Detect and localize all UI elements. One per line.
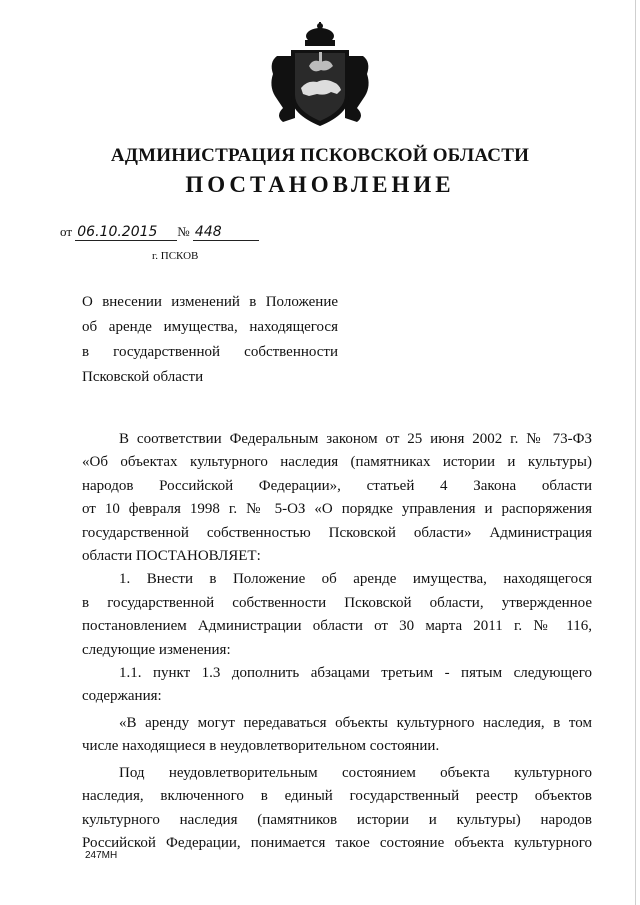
number-prefix: № — [177, 224, 190, 239]
subject-line: Псковской области — [82, 369, 204, 385]
footer-code: 247МН — [85, 850, 118, 861]
organization-name: АДМИНИСТРАЦИЯ ПСКОВСКОЙ ОБЛАСТИ — [110, 145, 530, 166]
body-line: культурного наследия (памятников истории и культуры) народов — [82, 811, 592, 828]
body-line: Российской Федерации, понимается такое состояние объекта культурного — [82, 834, 592, 851]
date-prefix: от — [60, 224, 73, 239]
scan-edge — [635, 0, 636, 905]
body-line: области ПОСТАНОВЛЯЕТ: — [82, 548, 261, 565]
subject-line: об аренде имущества, находящегося — [82, 319, 338, 335]
body-line: содержания: — [82, 688, 162, 705]
document-body — [82, 428, 592, 855]
body-line: 1. Внести в Положение об аренде имущества, находящегося — [119, 571, 592, 588]
body-line: Под неудовлетворительным состоянием объекта культурного — [119, 764, 592, 781]
body-line: В соответствии Федеральным законом от 25 июня 2002 г. № 73-ФЗ — [119, 431, 592, 447]
coat-of-arms-icon — [265, 22, 375, 130]
body-line: наследия, включенного в единый государственный реестр объектов — [82, 788, 592, 805]
body-line: «В аренду могут передаваться объекты культурного наследия, в том — [119, 714, 592, 731]
document-type: ПОСТАНОВЛЕНИЕ — [185, 172, 455, 197]
body-line: числе находящиеся в неудовлетворительном состоянии. — [82, 738, 440, 755]
body-line: 1.1. пункт 1.3 дополнить абзацами третьим - пятым следующего — [119, 665, 592, 682]
subject-line: О внесении изменений в Положение — [82, 294, 338, 310]
body-line: от 10 февраля 1998 г. № 5-ОЗ «О порядке управления и распоряжения — [82, 501, 592, 518]
subject-line: в государственной собственности — [82, 344, 338, 360]
handwritten-date: 06.10.2015 — [75, 224, 177, 241]
body-line: государственной собственностью Псковской области» Администрация — [82, 524, 592, 541]
body-line: народов Российской Федерации», статьей 4 Закона области — [82, 477, 592, 494]
document-subject — [82, 290, 338, 390]
body-line: в государственной собственности Псковской области, утвержденное — [82, 594, 592, 611]
body-line: следующие изменения: — [82, 641, 231, 658]
body-line: «Об объектах культурного наследия (памятниках истории и культуры) — [82, 454, 592, 471]
city-name: г. ПСКОВ — [152, 250, 199, 262]
body-line: постановлением Администрации области от 30 марта 2011 г. № 116, — [82, 618, 592, 635]
handwritten-number: 448 — [193, 224, 259, 241]
date-number-line — [60, 224, 259, 241]
